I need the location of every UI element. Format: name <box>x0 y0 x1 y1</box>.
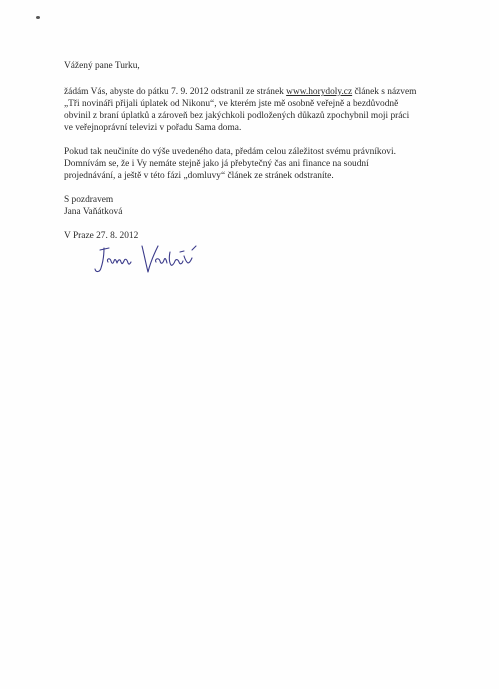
paragraph-1 <box>64 86 474 134</box>
paper-speck <box>36 16 40 19</box>
handwritten-signature <box>92 242 202 276</box>
place-and-date: V Praze 27. 8. 2012 <box>64 231 139 241</box>
letter-body <box>64 60 474 242</box>
paragraph-1-line-1-start: žádám Vás, abyste do pátku 7. 9. 2012 odstranil ze stránek <box>64 87 287 97</box>
sender-name: Jana Vaňátková <box>64 207 123 217</box>
closing <box>64 194 474 218</box>
paragraph-1-line-2: „Tři novináři přijali úplatek od Nikonu“, ve kterém jste mě osobně veřejně a bezdůvodně <box>64 99 399 109</box>
greeting: Vážený pane Turku, <box>64 61 140 71</box>
paragraph-2-line-3: projednávání, a ještě v této fázi „domluvy“ článek ze stránek odstraníte. <box>64 171 334 181</box>
paragraph-2 <box>64 146 474 182</box>
website-link[interactable]: www.horydoly.cz <box>286 87 353 97</box>
paragraph-1-line-4: ve veřejnoprávní televizi v pořadu Sama doma. <box>64 123 242 133</box>
paragraph-2-line-2: Domnívám se, že i Vy nemáte stejně jako já přebytečný čas ani finance na soudní <box>64 159 369 169</box>
paragraph-2-line-1: Pokud tak neučiníte do výše uvedeného data, předám celou záležitost svému právníkovi. <box>64 147 396 157</box>
closing-salutation: S pozdravem <box>64 195 114 205</box>
paragraph-1-line-3: obvinil z braní úplatků a zároveň bez jakýchkoli podložených důkazů zpochybnil moji práci <box>64 111 410 121</box>
paragraph-1-line-1 <box>64 86 474 98</box>
paragraph-1-line-1-end: článek s názvem <box>352 87 417 97</box>
